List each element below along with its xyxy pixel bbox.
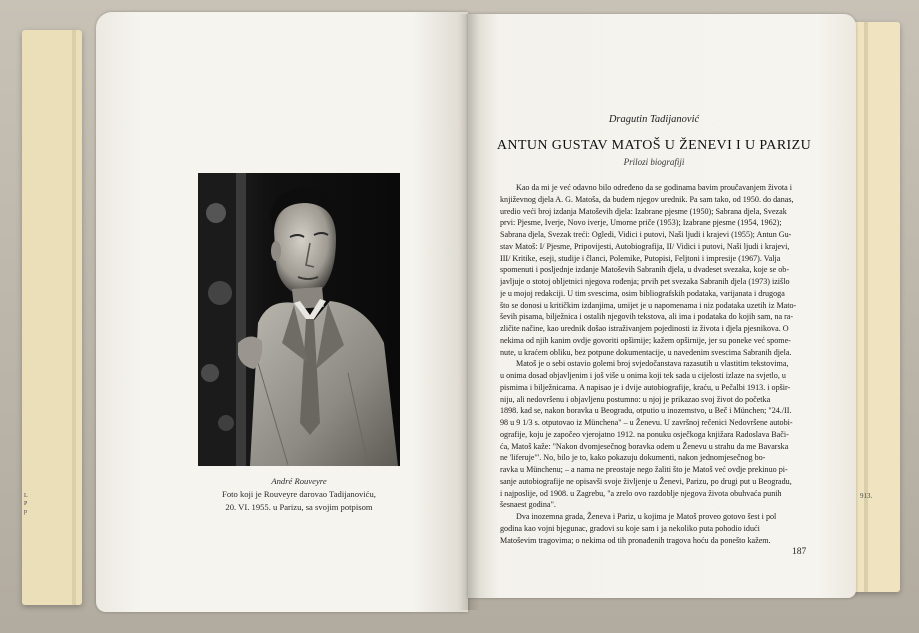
- body-line: niju, ali nedovršenu i objavljenu postumno: u njoj je prikazao svoj život do početka: [500, 394, 771, 404]
- body-line: Matoš je o sebi ostavio golemi broj svjedočanstava razasutih u vlastitim tekstovima,: [516, 359, 789, 369]
- body-line: je u mojoj redakciji. U tim svescima, osim bibliografskih podataka, varijanata i drugoga: [500, 288, 785, 298]
- portrait-photograph: [198, 173, 400, 466]
- article-subtitle: Prilozi biografiji: [623, 157, 685, 167]
- article-body: [500, 182, 828, 546]
- body-line: nekima od njih kanim ovdje govoriti opširnije; kažem opširnije, jer su poneke već spome-: [500, 335, 791, 345]
- body-line: 1898. kad se, nakon boravka u Beogradu, otputio u inozemstvo, u Beč i München; "24./II.: [500, 406, 792, 416]
- body-line: Matoševim tragovima; o nekima od tih pronađenih tragova hoću da ponešto kažem.: [500, 535, 771, 545]
- body-line: ografije, koju je započeo vjerojatno 1912. na ponuku osječkoga knjižara Radoslava Bači-: [500, 429, 789, 439]
- body-line: zličite načine, kao urednik došao istraživanjem pojedinosti iz života i djela pjesnikova. O: [500, 324, 789, 333]
- article-title: ANTUN GUSTAV MATOŠ U ŽENEVI I U PARIZU: [496, 138, 812, 153]
- body-line: nute, u kraćem obliku, bez potpune dokumentacije, u navedenim svescima Sabranih djela.: [500, 347, 792, 357]
- body-line: ne 'liferuje'". No, bilo je to, kako pokazuju dokumenti, nakon jednomjesečnog bo-: [500, 453, 766, 463]
- body-line: prvi: Pjesme, Iverje, Novo iverje, Umorne priče (1953); Izabrane pjesme (1954, 1962);: [500, 218, 782, 228]
- body-line: Dva inozemna grada, Ženeva i Pariz, u kojima je Matoš proveo gotovo šest i pol: [516, 512, 777, 521]
- body-line: pismima i bilježnicama. A napisao je i dvije autobiografije, kraću, u Pečalbi 1913. i opšir-: [500, 382, 791, 392]
- body-line: u onima dosad objavljenim i još više u onima koji tek sada u cijelosti izlaze na svjetlo, u: [500, 371, 786, 380]
- photo-caption: [198, 475, 400, 514]
- body-line: ševih pisama, bilježnica i ostalih njegovih tekstova, ali ima i podataka do kojih sam, na ra-: [500, 312, 794, 322]
- book-gutter: [458, 14, 480, 610]
- page-edges-right-inner: [864, 22, 868, 592]
- body-line: književnog djela A. G. Matoša, da budem njegov urednik. Pa sam tako, od 1950. do danas,: [500, 194, 794, 204]
- body-line: javljuje o stotoj obljetnici njegova rođenja; prvih pet svezaka Sabranih djela (1973) izišlo: [500, 277, 790, 286]
- peek-text-line: L: [24, 493, 28, 499]
- body-line: godina kao vojni bjegunac, gradovi su koje sam i ja nekoliko puta pohodio idući: [500, 523, 760, 533]
- body-line: Kao da mi je već odavno bilo određeno da se godinama bavim proučavanjem života i: [516, 183, 792, 192]
- body-line: šesnaest godina".: [500, 500, 556, 510]
- book-cover-left: [22, 30, 82, 605]
- body-line: uredio veći broj izdanja Matoševih djela: Izabrane pjesme (1950); Sabrana djela, Svezak: [500, 206, 787, 216]
- caption-name: André Rouveyre: [271, 476, 327, 486]
- peek-text-line: p: [24, 509, 27, 515]
- page-number: 187: [792, 547, 807, 557]
- body-line: III/ Kritike, eseji, studije i članci, Polemike, Putopisi, Feljtoni i impresije (1967). Valja: [500, 253, 781, 263]
- peek-text-left: [24, 492, 48, 516]
- caption-line: 20. VI. 1955. u Parizu, sa svojim potpisom: [225, 502, 373, 512]
- article-author: Dragutin Tadijanović: [608, 114, 700, 125]
- peek-text-line: P: [24, 501, 28, 507]
- body-line: 98 u 9 1/3 s. otputovao iz Münchena" – u Ženevu. U završnoj rečenici Nedovršene autobi-: [500, 418, 793, 427]
- body-line: Sabrana djela, Svezak treći: Ogledi, Vidici i putovi, Naši ljudi i krajevi (1955); Antun Gu-: [500, 230, 792, 239]
- body-line: što se donosi u kritičkim izdanjima, umijet je u napomenama i niz podataka uzetih iz Mato-: [500, 300, 797, 310]
- body-line: ravka u Münchenu; – a nama ne preostaje nego žaliti što je Matoš već ovdje prekinuo pi-: [500, 465, 788, 474]
- body-line: stav Matoš: I/ Pjesme, Pripovijesti, Autobiografija, II/ Vidici i putovi, Naši ljudi i krajevi,: [500, 241, 790, 251]
- page-edges-left: [72, 30, 76, 605]
- caption-line: Foto koji je Rouveyre darovao Tadijanoviću,: [222, 489, 376, 499]
- body-line: spomenuti i posljednje izdanje Matoševih Sabranih djela, u dvadeset svezaka, koje se ob-: [500, 265, 790, 275]
- body-line: ća, Matoš kaže: "Nakon dvomjesečnog boravka odem u Ženevu u strahu da me Bavarska: [500, 441, 789, 451]
- body-line: i najposlije, od 1908. u Zagrebu, "a zrelo ovo razdoblje njegova života obuhvaća punih: [500, 488, 782, 498]
- peek-text-right: 913.: [860, 492, 873, 500]
- body-line: sanje autobiografije ne opisavši svoje življenje u Ženevi, Parizu, po drugi put u Beogradu,: [500, 476, 792, 486]
